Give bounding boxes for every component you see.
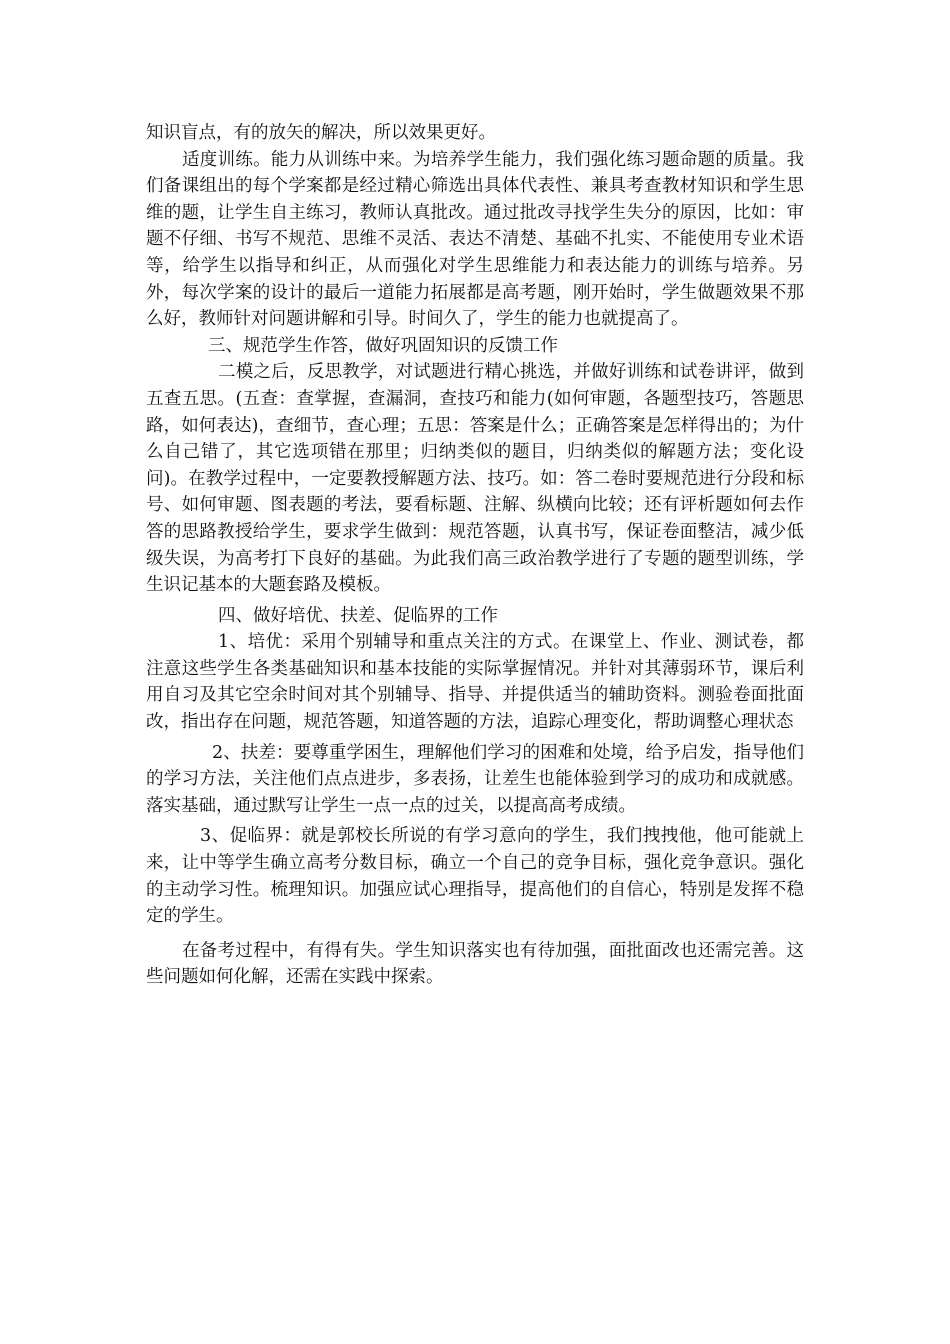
paragraph-section-3: 二模之后，反思教学，对试题进行精心挑选，并做好训练和试卷讲评，做到五查五思。(五查：查掌握，查漏洞，查技巧和能力(如何审题，各题型技巧，答题思路，如何表达)，查细节，查心理；五思：答案是什么；正确答案是怎样得出的；为什么自己错了，其它选项错在那里；归纳类似的题目，归纳类似的解题方法；变化设问)。在教学过程中，一定要教授解题方法、技巧。如：答二卷时要规范进行分段和标号、如何审题、图表题的考法，要看标题、注解、纵横向比较；还有评析题如何去作答的思路教授给学生，要求学生做到：规范答题，认真书写，保证卷面整洁，减少低级失误，为高考打下良好的基础。为此我们高三政治教学进行了专题的题型训练，学生识记基本的大题套路及模板。 — [146, 362, 804, 596]
paragraph-cujie: 3、促临界：就是郭校长所说的有学习意向的学生，我们拽拽他，他可能就上来，让中等学生确立高考分数目标，确立一个自己的竞争目标，强化竞争意识。强化的主动学习性。梳理知识。加强应试心理指导，提高他们的自信心，特别是发挥不稳定的学生。 — [146, 826, 804, 927]
paragraph-peiyou: 1、培优：采用个别辅导和重点关注的方式。在课堂上、作业、测试卷，都注意这些学生各类基础知识和基本技能的实际掌握情况。并针对其薄弱环节，课后利用自习及其它空余时间对其个别辅导、指导、并提供适当的辅助资料。测验卷面批面改，指出存在问题，规范答题，知道答题的方法，追踪心理变化，帮助调整心理状态 — [146, 632, 804, 733]
paragraph-fucha: 2、扶差：要尊重学困生，理解他们学习的困难和处境，给予启发，指导他们的学习方法，关注他们点点进步，多表扬，让差生也能体验到学习的成功和成就感。落实基础，通过默写让学生一点一点的过关，以提高高考成绩。 — [146, 742, 804, 816]
paragraph-intro-tail: 知识盲点，有的放矢的解决，所以效果更好。 — [146, 123, 496, 143]
section-heading-3: 三、规范学生作答，做好巩固知识的反馈工作 — [208, 335, 558, 356]
paragraph-conclusion: 在备考过程中，有得有失。学生知识落实也有待加强，面批面改也还需完善。这些问题如何化解，还需在实践中探索。 — [146, 940, 804, 988]
paragraph-training: 适度训练。能力从训练中来。为培养学生能力，我们强化练习题命题的质量。我们备课组出的每个学案都是经过精心筛选出具体代表性、兼具考查教材知识和学生思维的题，让学生自主练习，教师认真批改。通过批改寻找学生失分的原因，比如：审题不仔细、书写不规范、思维不灵活、表达不清楚、基础不扎实、不能使用专业术语等，给学生以指导和纠正，从而强化对学生思维能力和表达能力的训练与培养。另外，每次学案的设计的最后一道能力拓展都是高考题，刚开始时，学生做题效果不那么好，教师针对问题讲解和引导。时间久了，学生的能力也就提高了。 — [146, 149, 804, 330]
section-heading-4: 四、做好培优、扶差、促临界的工作 — [218, 605, 498, 626]
document-page — [146, 120, 804, 991]
